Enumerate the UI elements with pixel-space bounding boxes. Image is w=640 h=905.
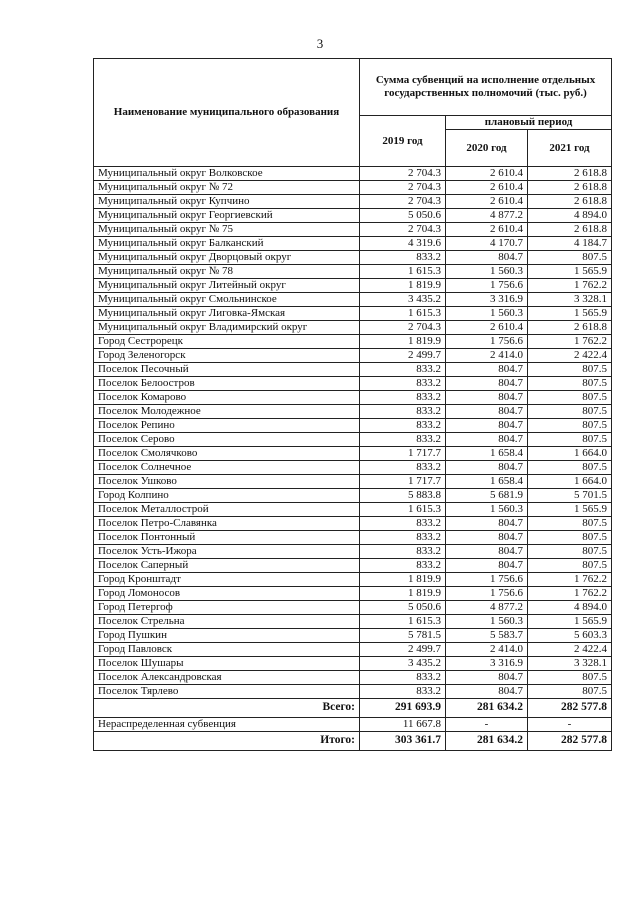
value-2020: 4 877.2	[446, 209, 528, 223]
value-2019: 1 819.9	[360, 279, 446, 293]
unallocated-2019: 11 667.8	[360, 718, 446, 732]
value-2019: 833.2	[360, 251, 446, 265]
value-2020: 1 560.3	[446, 307, 528, 321]
header-subvention-sum: Сумма субвенций на исполнение отдельных государственных полномочий (тыс. руб.)	[360, 59, 612, 116]
table-row	[94, 685, 612, 699]
table-row	[94, 335, 612, 349]
value-2019: 1 717.7	[360, 475, 446, 489]
unallocated-2020: -	[446, 718, 528, 732]
value-2019: 2 704.3	[360, 195, 446, 209]
value-2021: 1 762.2	[528, 279, 612, 293]
municipality-name: Муниципальный округ Лиговка-Ямская	[94, 307, 360, 321]
value-2019: 2 704.3	[360, 181, 446, 195]
value-2020: 2 414.0	[446, 643, 528, 657]
value-2021: 807.5	[528, 405, 612, 419]
value-2019: 2 704.3	[360, 321, 446, 335]
municipality-name: Поселок Песочный	[94, 363, 360, 377]
value-2019: 833.2	[360, 671, 446, 685]
table-row	[94, 587, 612, 601]
municipality-name: Поселок Комарово	[94, 391, 360, 405]
value-2020: 1 756.6	[446, 279, 528, 293]
value-2020: 804.7	[446, 559, 528, 573]
subtotal-2019: 291 693.9	[360, 699, 446, 718]
municipality-name: Муниципальный округ Купчино	[94, 195, 360, 209]
table-row	[94, 391, 612, 405]
value-2019: 833.2	[360, 559, 446, 573]
value-2019: 5 050.6	[360, 209, 446, 223]
value-2019: 3 435.2	[360, 657, 446, 671]
unallocated-row	[94, 718, 612, 732]
unallocated-2021: -	[528, 718, 612, 732]
value-2021: 2 422.4	[528, 643, 612, 657]
table-row	[94, 195, 612, 209]
value-2020: 1 658.4	[446, 475, 528, 489]
value-2021: 2 422.4	[528, 349, 612, 363]
value-2021: 1 565.9	[528, 615, 612, 629]
municipality-name: Муниципальный округ Дворцовый округ	[94, 251, 360, 265]
value-2019: 833.2	[360, 685, 446, 699]
value-2020: 5 583.7	[446, 629, 528, 643]
grand-total-row	[94, 732, 612, 751]
value-2020: 2 610.4	[446, 195, 528, 209]
header-year-2019: 2019 год	[360, 116, 446, 167]
value-2019: 1 819.9	[360, 573, 446, 587]
value-2019: 833.2	[360, 517, 446, 531]
value-2021: 1 565.9	[528, 503, 612, 517]
header-municipality: Наименование муниципального образования	[94, 59, 360, 167]
municipality-name: Город Пушкин	[94, 629, 360, 643]
municipality-name: Поселок Солнечное	[94, 461, 360, 475]
value-2020: 4 877.2	[446, 601, 528, 615]
municipality-name: Муниципальный округ Владимирский округ	[94, 321, 360, 335]
value-2021: 807.5	[528, 363, 612, 377]
value-2019: 1 615.3	[360, 265, 446, 279]
value-2019: 1 615.3	[360, 503, 446, 517]
value-2021: 4 184.7	[528, 237, 612, 251]
page-number: 3	[316, 36, 324, 51]
municipality-name: Город Сестрорецк	[94, 335, 360, 349]
value-2021: 1 664.0	[528, 475, 612, 489]
value-2020: 804.7	[446, 405, 528, 419]
value-2021: 2 618.8	[528, 167, 612, 181]
grand-total-2020: 281 634.2	[446, 732, 528, 751]
municipality-name: Город Зеленогорск	[94, 349, 360, 363]
municipality-name: Муниципальный округ № 78	[94, 265, 360, 279]
value-2020: 2 610.4	[446, 321, 528, 335]
value-2019: 833.2	[360, 363, 446, 377]
table-row	[94, 657, 612, 671]
value-2021: 807.5	[528, 671, 612, 685]
value-2019: 1 615.3	[360, 307, 446, 321]
value-2021: 807.5	[528, 545, 612, 559]
table-row	[94, 461, 612, 475]
table-row	[94, 251, 612, 265]
unallocated-label: Нераспределенная субвенция	[94, 718, 360, 732]
value-2019: 833.2	[360, 433, 446, 447]
subtotal-2020: 281 634.2	[446, 699, 528, 718]
municipality-name: Муниципальный округ № 75	[94, 223, 360, 237]
grand-total-label: Итого:	[94, 732, 360, 751]
municipality-name: Поселок Усть-Ижора	[94, 545, 360, 559]
table-row	[94, 167, 612, 181]
table-row	[94, 503, 612, 517]
municipality-name: Муниципальный округ № 72	[94, 181, 360, 195]
value-2019: 5 781.5	[360, 629, 446, 643]
value-2019: 5 883.8	[360, 489, 446, 503]
table-row	[94, 671, 612, 685]
value-2020: 5 681.9	[446, 489, 528, 503]
value-2020: 804.7	[446, 545, 528, 559]
table-row	[94, 209, 612, 223]
grand-total-2021: 282 577.8	[528, 732, 612, 751]
value-2019: 1 615.3	[360, 615, 446, 629]
value-2019: 3 435.2	[360, 293, 446, 307]
value-2019: 833.2	[360, 531, 446, 545]
value-2019: 4 319.6	[360, 237, 446, 251]
value-2020: 804.7	[446, 363, 528, 377]
table-row	[94, 293, 612, 307]
value-2021: 1 762.2	[528, 587, 612, 601]
value-2021: 2 618.8	[528, 223, 612, 237]
table-row	[94, 447, 612, 461]
table-row	[94, 643, 612, 657]
value-2020: 1 560.3	[446, 503, 528, 517]
value-2020: 1 756.6	[446, 335, 528, 349]
value-2020: 3 316.9	[446, 293, 528, 307]
municipality-name: Поселок Стрельна	[94, 615, 360, 629]
value-2020: 804.7	[446, 461, 528, 475]
municipality-name: Поселок Репино	[94, 419, 360, 433]
municipality-name: Муниципальный округ Литейный округ	[94, 279, 360, 293]
value-2020: 804.7	[446, 685, 528, 699]
municipality-name: Поселок Шушары	[94, 657, 360, 671]
value-2020: 804.7	[446, 251, 528, 265]
value-2020: 1 756.6	[446, 587, 528, 601]
value-2020: 2 414.0	[446, 349, 528, 363]
table-row	[94, 181, 612, 195]
subtotal-row	[94, 699, 612, 718]
value-2021: 1 565.9	[528, 307, 612, 321]
value-2019: 5 050.6	[360, 601, 446, 615]
municipality-name: Муниципальный округ Георгиевский	[94, 209, 360, 223]
value-2019: 833.2	[360, 461, 446, 475]
value-2021: 1 762.2	[528, 573, 612, 587]
municipality-name: Поселок Серово	[94, 433, 360, 447]
value-2020: 4 170.7	[446, 237, 528, 251]
municipality-name: Город Петергоф	[94, 601, 360, 615]
value-2020: 804.7	[446, 377, 528, 391]
value-2020: 804.7	[446, 391, 528, 405]
value-2021: 807.5	[528, 391, 612, 405]
value-2021: 1 664.0	[528, 447, 612, 461]
municipality-name: Город Кронштадт	[94, 573, 360, 587]
municipality-name: Поселок Тярлево	[94, 685, 360, 699]
municipality-name: Поселок Смолячково	[94, 447, 360, 461]
value-2019: 833.2	[360, 391, 446, 405]
table-row	[94, 517, 612, 531]
value-2019: 833.2	[360, 377, 446, 391]
municipality-name: Поселок Ушково	[94, 475, 360, 489]
grand-total-2019: 303 361.7	[360, 732, 446, 751]
table-row	[94, 475, 612, 489]
municipality-name: Муниципальный округ Балканский	[94, 237, 360, 251]
table-row	[94, 363, 612, 377]
header-year-2021: 2021 год	[528, 130, 612, 167]
value-2019: 2 499.7	[360, 349, 446, 363]
value-2021: 2 618.8	[528, 321, 612, 335]
subventions-table	[93, 58, 612, 751]
value-2021: 4 894.0	[528, 601, 612, 615]
municipality-name: Муниципальный округ Волковское	[94, 167, 360, 181]
value-2019: 2 499.7	[360, 643, 446, 657]
value-2020: 2 610.4	[446, 223, 528, 237]
header-year-2020: 2020 год	[446, 130, 528, 167]
value-2021: 3 328.1	[528, 657, 612, 671]
municipality-name: Поселок Белоостров	[94, 377, 360, 391]
value-2020: 1 560.3	[446, 615, 528, 629]
value-2020: 2 610.4	[446, 167, 528, 181]
value-2021: 807.5	[528, 559, 612, 573]
value-2019: 1 819.9	[360, 335, 446, 349]
value-2020: 804.7	[446, 419, 528, 433]
value-2020: 804.7	[446, 433, 528, 447]
municipality-name: Город Ломоносов	[94, 587, 360, 601]
municipality-name: Поселок Молодежное	[94, 405, 360, 419]
municipality-name: Поселок Александровская	[94, 671, 360, 685]
table-row	[94, 489, 612, 503]
value-2020: 1 658.4	[446, 447, 528, 461]
municipality-name: Поселок Петро-Славянка	[94, 517, 360, 531]
municipality-name: Поселок Металлострой	[94, 503, 360, 517]
table-row	[94, 419, 612, 433]
value-2021: 807.5	[528, 461, 612, 475]
value-2021: 1 565.9	[528, 265, 612, 279]
municipality-name: Муниципальный округ Смольнинское	[94, 293, 360, 307]
table-row	[94, 405, 612, 419]
table-row	[94, 629, 612, 643]
value-2021: 807.5	[528, 251, 612, 265]
table-row	[94, 573, 612, 587]
table-row	[94, 601, 612, 615]
value-2020: 804.7	[446, 671, 528, 685]
value-2021: 4 894.0	[528, 209, 612, 223]
value-2020: 1 560.3	[446, 265, 528, 279]
value-2021: 807.5	[528, 685, 612, 699]
value-2019: 833.2	[360, 405, 446, 419]
table-row	[94, 223, 612, 237]
table-row	[94, 307, 612, 321]
table-row	[94, 545, 612, 559]
value-2021: 807.5	[528, 433, 612, 447]
value-2019: 833.2	[360, 419, 446, 433]
value-2021: 1 762.2	[528, 335, 612, 349]
value-2019: 2 704.3	[360, 167, 446, 181]
table-row	[94, 377, 612, 391]
value-2019: 1 819.9	[360, 587, 446, 601]
value-2019: 1 717.7	[360, 447, 446, 461]
value-2021: 5 603.3	[528, 629, 612, 643]
municipality-name: Город Колпино	[94, 489, 360, 503]
municipality-name: Город Павловск	[94, 643, 360, 657]
value-2020: 2 610.4	[446, 181, 528, 195]
table-row	[94, 265, 612, 279]
table-row	[94, 531, 612, 545]
value-2021: 5 701.5	[528, 489, 612, 503]
value-2020: 3 316.9	[446, 657, 528, 671]
value-2021: 807.5	[528, 419, 612, 433]
value-2021: 3 328.1	[528, 293, 612, 307]
value-2020: 804.7	[446, 517, 528, 531]
value-2021: 807.5	[528, 517, 612, 531]
value-2021: 2 618.8	[528, 195, 612, 209]
table-row	[94, 279, 612, 293]
table-row	[94, 321, 612, 335]
value-2019: 2 704.3	[360, 223, 446, 237]
table-row	[94, 433, 612, 447]
table-row	[94, 559, 612, 573]
value-2019: 833.2	[360, 545, 446, 559]
subtotal-2021: 282 577.8	[528, 699, 612, 718]
municipality-name: Поселок Понтонный	[94, 531, 360, 545]
table-row	[94, 349, 612, 363]
subtotal-label: Всего:	[94, 699, 360, 718]
value-2020: 1 756.6	[446, 573, 528, 587]
value-2021: 2 618.8	[528, 181, 612, 195]
value-2021: 807.5	[528, 377, 612, 391]
value-2021: 807.5	[528, 531, 612, 545]
table-row	[94, 615, 612, 629]
table-row	[94, 237, 612, 251]
header-planning-period: плановый период	[446, 116, 612, 130]
municipality-name: Поселок Саперный	[94, 559, 360, 573]
value-2020: 804.7	[446, 531, 528, 545]
